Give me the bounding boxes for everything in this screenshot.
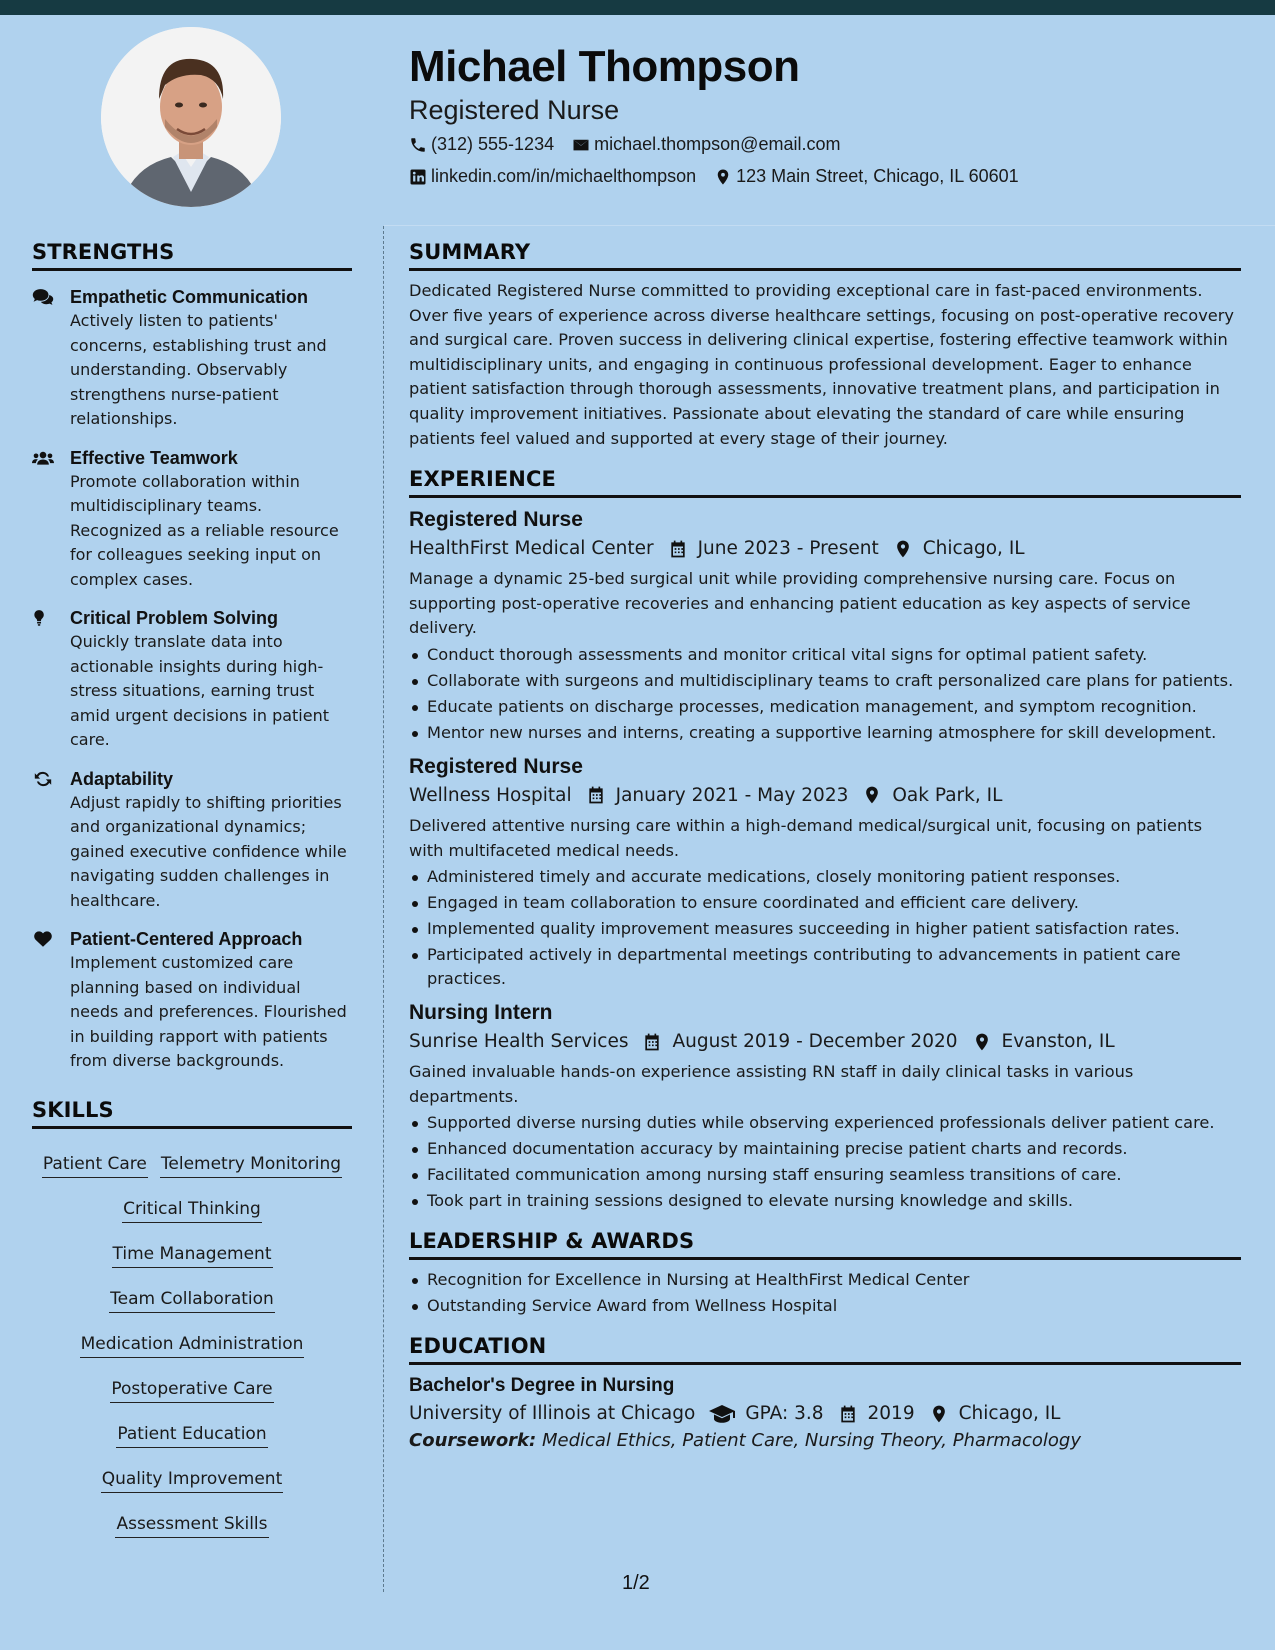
experience-desc: Manage a dynamic 25-bed surgical unit while providing comprehensive nursing care. Focus on supporting post-operative recoveries and enhancing patient education as key aspects of service delivery. <box>409 569 1191 638</box>
experience-desc: Gained invaluable hands-on experience assisting RN staff in daily clinical tasks in various departments. <box>409 1062 1134 1106</box>
linkedin-contact[interactable] <box>409 166 696 187</box>
users-icon <box>32 449 54 467</box>
education-degree: Bachelor's Degree in Nursing <box>409 1375 675 1397</box>
graduation-cap-icon <box>709 1404 735 1424</box>
awards-list <box>409 1268 1241 1318</box>
envelope-icon <box>572 136 590 154</box>
column-divider <box>383 226 384 1592</box>
education-school: University of Illinois at Chicago <box>409 1403 696 1425</box>
experience-dates: June 2023 - Present <box>697 538 879 560</box>
map-marker-icon <box>929 1404 949 1424</box>
map-marker-icon <box>972 1032 992 1052</box>
summary-text: Dedicated Registered Nurse committed to providing exceptional care in fast-paced environments. Over five years of experience across diverse healthcare settings, focusing on post-operative recovery and surgical care. Proven success in delivering clinical expertise, fostering effective teamwork within multidisciplinary units, and engaging in continuous professional development. Eager to enhance patient satisfaction through thorough assessments, innovative treatment plans, and participation in quality improvement initiatives. Passionate about elevating the standard of care while ensuring patients feel valued and supported at every stage of their journey. <box>409 281 1234 448</box>
skill-tag: Team Collaboration <box>109 1288 275 1313</box>
email-contact[interactable] <box>572 134 840 155</box>
linkedin-text: linkedin.com/in/michaelthompson <box>431 166 697 186</box>
contact-row-1 <box>409 134 858 155</box>
award-item: Recognition for Excellence in Nursing at HealthFirst Medical Center <box>409 1268 1241 1292</box>
strength-title: Empathetic Communication <box>70 287 309 307</box>
skill-tag: Patient Care <box>42 1153 148 1178</box>
heart-icon <box>32 930 54 948</box>
profile-photo <box>101 27 281 207</box>
strength-desc: Adjust rapidly to shifting priorities and organizational dynamics; gained executive confidence while navigating sudden challenges in healthcare. <box>70 792 347 910</box>
bullet-item: Facilitated communication among nursing staff ensuring seamless transitions of care. <box>409 1163 1241 1187</box>
contact-row-2 <box>409 166 1037 187</box>
map-marker-icon <box>862 785 882 805</box>
experience-location: Evanston, IL <box>1001 1031 1115 1053</box>
right-column <box>409 240 1241 1451</box>
left-column <box>32 240 352 1546</box>
experience-bullets <box>409 643 1241 745</box>
experience-heading: EXPERIENCE <box>409 467 1241 498</box>
experience-location: Oak Park, IL <box>892 784 1003 806</box>
skills-list <box>32 1141 352 1546</box>
map-marker-icon <box>714 168 732 186</box>
experience-bullets <box>409 865 1241 991</box>
header-divider <box>384 225 1275 226</box>
strength-desc: Implement customized care planning based on individual needs and preferences. Flourished in building rapport with patients from diverse backgrounds. <box>70 953 347 1070</box>
strength-item <box>32 767 352 914</box>
experience-dates: January 2021 - May 2023 <box>615 784 849 806</box>
strength-title: Patient-Centered Approach <box>70 929 303 949</box>
skills-heading: SKILLS <box>32 1098 352 1129</box>
phone-icon <box>409 136 427 154</box>
experience-dates: August 2019 - December 2020 <box>672 1031 958 1053</box>
candidate-name: Michael Thompson <box>409 42 800 91</box>
strength-title: Adaptability <box>70 768 174 789</box>
bullet-item: Enhanced documentation accuracy by maintaining precise patient charts and records. <box>409 1137 1241 1161</box>
strengths-heading: STRENGTHS <box>32 240 352 271</box>
address-contact <box>714 166 1019 187</box>
experience-item <box>409 1001 1241 1213</box>
skill-tag: Critical Thinking <box>122 1198 262 1223</box>
skill-tag: Patient Education <box>116 1423 267 1448</box>
candidate-title: Registered Nurse <box>409 95 620 125</box>
page-number: 1/2 <box>622 1572 650 1594</box>
address-text: 123 Main Street, Chicago, IL 60601 <box>736 166 1019 186</box>
award-item: Outstanding Service Award from Wellness Hospital <box>409 1294 1241 1318</box>
education-heading: EDUCATION <box>409 1334 1241 1365</box>
bullet-item: Administered timely and accurate medications, closely monitoring patient responses. <box>409 865 1241 889</box>
summary-heading: SUMMARY <box>409 240 1241 271</box>
skill-tag: Medication Administration <box>80 1333 305 1358</box>
strength-item <box>32 927 352 1074</box>
experience-role: Registered Nurse <box>409 754 583 778</box>
experience-org: Wellness Hospital <box>409 784 572 806</box>
sync-icon <box>32 770 54 788</box>
skill-tag: Telemetry Monitoring <box>160 1153 342 1178</box>
strength-item <box>32 446 352 593</box>
email-text: michael.thompson@email.com <box>594 134 841 154</box>
education-gpa: GPA: 3.8 <box>745 1403 824 1425</box>
strength-item <box>32 285 352 432</box>
strength-desc: Quickly translate data into actionable insights during high-stress situations, earning trust amid urgent decisions in patient care. <box>70 632 329 749</box>
skill-tag: Time Management <box>112 1243 273 1268</box>
calendar-icon <box>586 785 606 805</box>
strength-desc: Promote collaboration within multidisciplinary teams. Recognized as a reliable resource for colleagues seeking input on complex cases. <box>70 471 339 589</box>
awards-heading: LEADERSHIP & AWARDS <box>409 1229 1241 1260</box>
skill-tag: Assessment Skills <box>115 1513 268 1538</box>
map-marker-icon <box>893 539 913 559</box>
skill-tag: Postoperative Care <box>110 1378 273 1403</box>
experience-desc: Delivered attentive nursing care within a high-demand medical/surgical unit, focusing on patients with multifaceted medical needs. <box>409 815 1202 860</box>
bullet-item: Participated actively in departmental meetings contributing to advancements in patient care practices. <box>409 943 1241 991</box>
bullet-item: Collaborate with surgeons and multidisciplinary teams to craft personalized care plans for patients. <box>409 669 1241 693</box>
experience-role: Registered Nurse <box>409 508 583 532</box>
lightbulb-icon <box>32 609 54 627</box>
bullet-item: Implemented quality improvement measures succeeding in higher patient satisfaction rates. <box>409 917 1241 941</box>
phone-contact[interactable] <box>409 134 554 155</box>
experience-role: Nursing Intern <box>409 1001 553 1025</box>
calendar-icon <box>642 1032 662 1052</box>
bullet-item: Educate patients on discharge processes, medication management, and symptom recognition. <box>409 695 1241 719</box>
top-bar <box>0 0 1275 15</box>
strength-desc: Actively listen to patients' concerns, establishing trust and understanding. Observably strengthens nurse-patient relationships. <box>70 311 327 428</box>
bullet-item: Mentor new nurses and interns, creating a supportive learning atmosphere for skill development. <box>409 721 1241 745</box>
skill-tag: Quality Improvement <box>101 1468 284 1493</box>
experience-item <box>409 755 1241 991</box>
experience-org: Sunrise Health Services <box>409 1031 629 1053</box>
coursework-text: Medical Ethics, Patient Care, Nursing Theory, Pharmacology <box>541 1430 1081 1452</box>
experience-meta <box>409 785 1241 806</box>
experience-meta <box>409 538 1241 559</box>
calendar-icon <box>838 1404 858 1424</box>
education-meta <box>409 1403 1241 1424</box>
calendar-icon <box>668 539 688 559</box>
education-location: Chicago, IL <box>958 1403 1061 1425</box>
bullet-item: Conduct thorough assessments and monitor critical vital signs for optimal patient safety. <box>409 643 1241 667</box>
experience-meta <box>409 1031 1241 1052</box>
experience-item <box>409 508 1241 745</box>
phone-text: (312) 555-1234 <box>431 134 555 154</box>
experience-location: Chicago, IL <box>922 538 1025 560</box>
experience-org: HealthFirst Medical Center <box>409 538 654 560</box>
bullet-item: Took part in training sessions designed to elevate nursing knowledge and skills. <box>409 1189 1241 1213</box>
strength-title: Critical Problem Solving <box>70 608 279 628</box>
education-year: 2019 <box>867 1403 915 1425</box>
bullet-item: Supported diverse nursing duties while observing experienced professionals deliver patient care. <box>409 1111 1241 1135</box>
education-coursework <box>409 1430 1241 1451</box>
coursework-label: Coursework: <box>409 1430 537 1452</box>
experience-bullets <box>409 1111 1241 1213</box>
strength-title: Effective Teamwork <box>70 447 238 468</box>
comments-icon <box>32 288 54 306</box>
strength-item <box>32 606 352 753</box>
linkedin-icon <box>409 168 427 186</box>
bullet-item: Engaged in team collaboration to ensure coordinated and efficient care delivery. <box>409 891 1241 915</box>
